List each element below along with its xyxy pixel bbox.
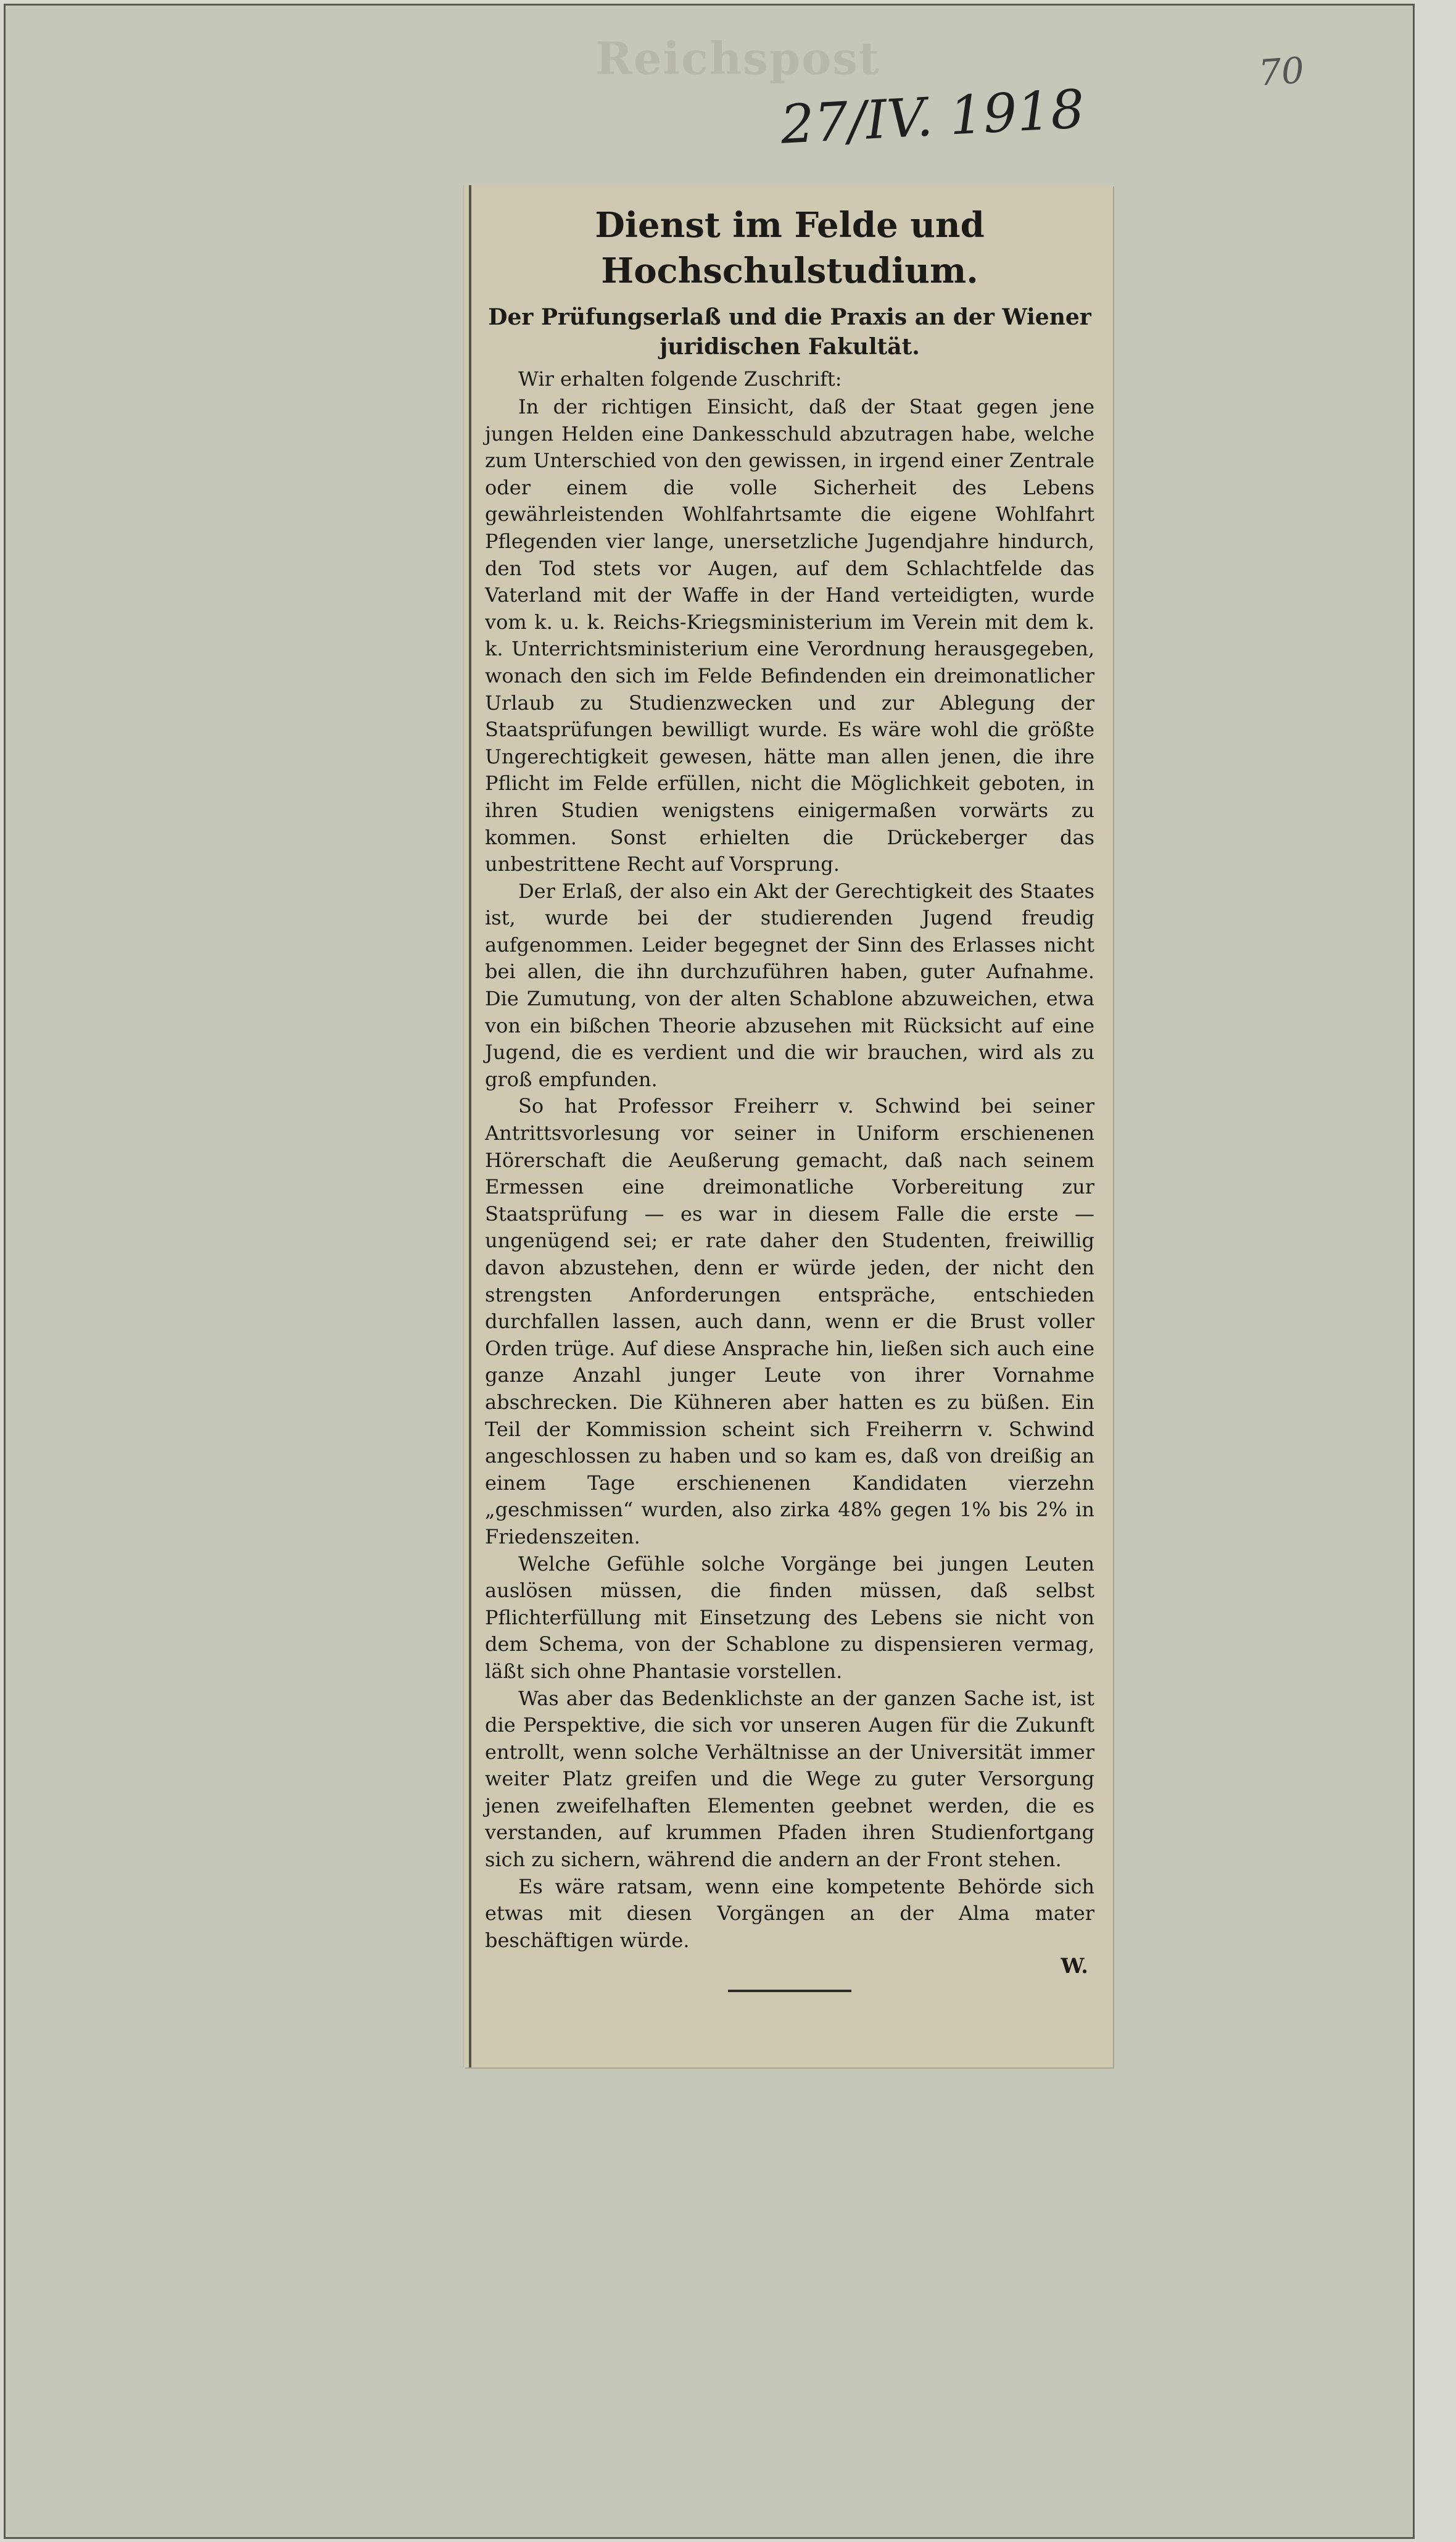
- article-paragraph: In der richtigen Einsicht, daß der Staat gegen jene jungen Helden eine Dankesschuld abzutragen habe, welche zum Unterschied von den gewissen, in irgend einer Zentrale oder einem die volle Sicherheit des Lebens gewährleistenden Wohlfahrtsamte die eigene Wohlfahrt Pflegenden vier lange, unersetzliche Jugendjahre hindurch, den Tod stets vor Augen, auf dem Schlachtfelde das Vaterland mit der Waffe in der Hand verteidigten, wurde vom k. u. k. Reichs-Kriegsministerium im Verein mit dem k. k. Unterrichtsministerium eine Verordnung herausgegeben, wonach den sich im Felde Befindenden ein dreimonatlicher Urlaub zu Studienzwecken und zur Ablegung der Staatsprüfungen bewilligt wurde. Es wäre wohl die größte Ungerechtigkeit gewesen, hätte man allen jenen, die ihre Pflicht im Felde erfüllen, nicht die Möglichkeit geboten, in ihren Studien wenigstens einigermaßen vorwärts zu kommen. Sonst erhielten die Drückeberger das unbestrittene Recht auf Vorsprung.: [485, 395, 1094, 876]
- article-headline: Dienst im Felde und Hochschulstudium.: [595, 205, 985, 291]
- article-intro: Wir erhalten folgende Zuschrift:: [518, 367, 842, 391]
- article-paragraph: So hat Professor Freiherr v. Schwind bei seiner Antrittsvorlesung vor seiner in Uniform erschienenen Hörerschaft die Aeußerung gemacht, daß nach seinem Ermessen eine dreimonatliche Vorbereitung zur Staatsprüfung — es war in diesem Falle die erste — ungenügend sei; er rate daher den Studenten, freiwillig davon abzustehen, denn er würde jeden, der nicht den strengsten Anforderungen entspräche, entschieden durchfallen lassen, auch dann, wenn er die Brust voller Orden trüge. Auf diese Ansprache hin, ließen sich auch eine ganze Anzahl junger Leute von ihrer Vornahme abschrecken. Die Kühneren aber hatten es zu büßen. Ein Teil der Kommission scheint sich Freiherrn v. Schwind angeschlossen zu haben und so kam es, daß von dreißig an einem Tage erschienenen Kandidaten vierzehn „geschmissen“ wurden, also zirka 48% gegen 1% bis 2% in Friedenszeiten.: [485, 1094, 1094, 1548]
- article-signature: W.: [1061, 1954, 1088, 1979]
- article-paragraph: Es wäre ratsam, wenn eine kompetente Behörde sich etwas mit diesen Vorgängen an der Alma mater beschäftigen würde.: [485, 1874, 1094, 1952]
- article-paragraph: Der Erlaß, der also ein Akt der Gerechtigkeit des Staates ist, wurde bei der studierenden Jugend freudig aufgenommen. Leider begegnet der Sinn des Erlasses nicht bei allen, die ihn durchzuführen haben, guter Aufnahme. Die Zumutung, von der alten Schablone abzuweichen, etwa von ein bißchen Theorie abzusehen mit Rücksicht auf eine Jugend, die es verdient und die wir brauchen, wird als zu groß empfunden.: [485, 879, 1094, 1091]
- archive-stamp: Reichspost: [595, 32, 880, 85]
- article-subheading: Der Prüfungserlaß und die Praxis an der Wiener juridischen Fakultät.: [488, 304, 1091, 360]
- newspaper-clipping: [464, 185, 1113, 2067]
- article-paragraph: Was aber das Bedenklichste an der ganzen Sache ist, ist die Perspektive, die sich vor unseren Augen für die Zukunft entrollt, wenn solche Verhältnisse an der Universität immer weiter Platz greifen und die Wege zu guter Versorgung jenen zweifelhaften Elementen geebnet werden, die es verstanden, auf krummen Pfaden ihren Studienfortgang sich zu sichern, während die andern an der Front stehen.: [485, 1686, 1094, 1872]
- handwritten-page-number: 70: [1257, 49, 1306, 94]
- end-rule: [728, 1990, 851, 1992]
- article-paragraph: Welche Gefühle solche Vorgänge bei jungen Leuten auslösen müssen, die finden müssen, daß selbst Pflichterfüllung mit Einsetzung des Lebens sie nicht von dem Schema, von der Schablone zu dispensieren vermag, läßt sich ohne Phantasie vorstellen.: [485, 1551, 1094, 1683]
- handwritten-date: 27/IV. 1918: [779, 78, 1086, 156]
